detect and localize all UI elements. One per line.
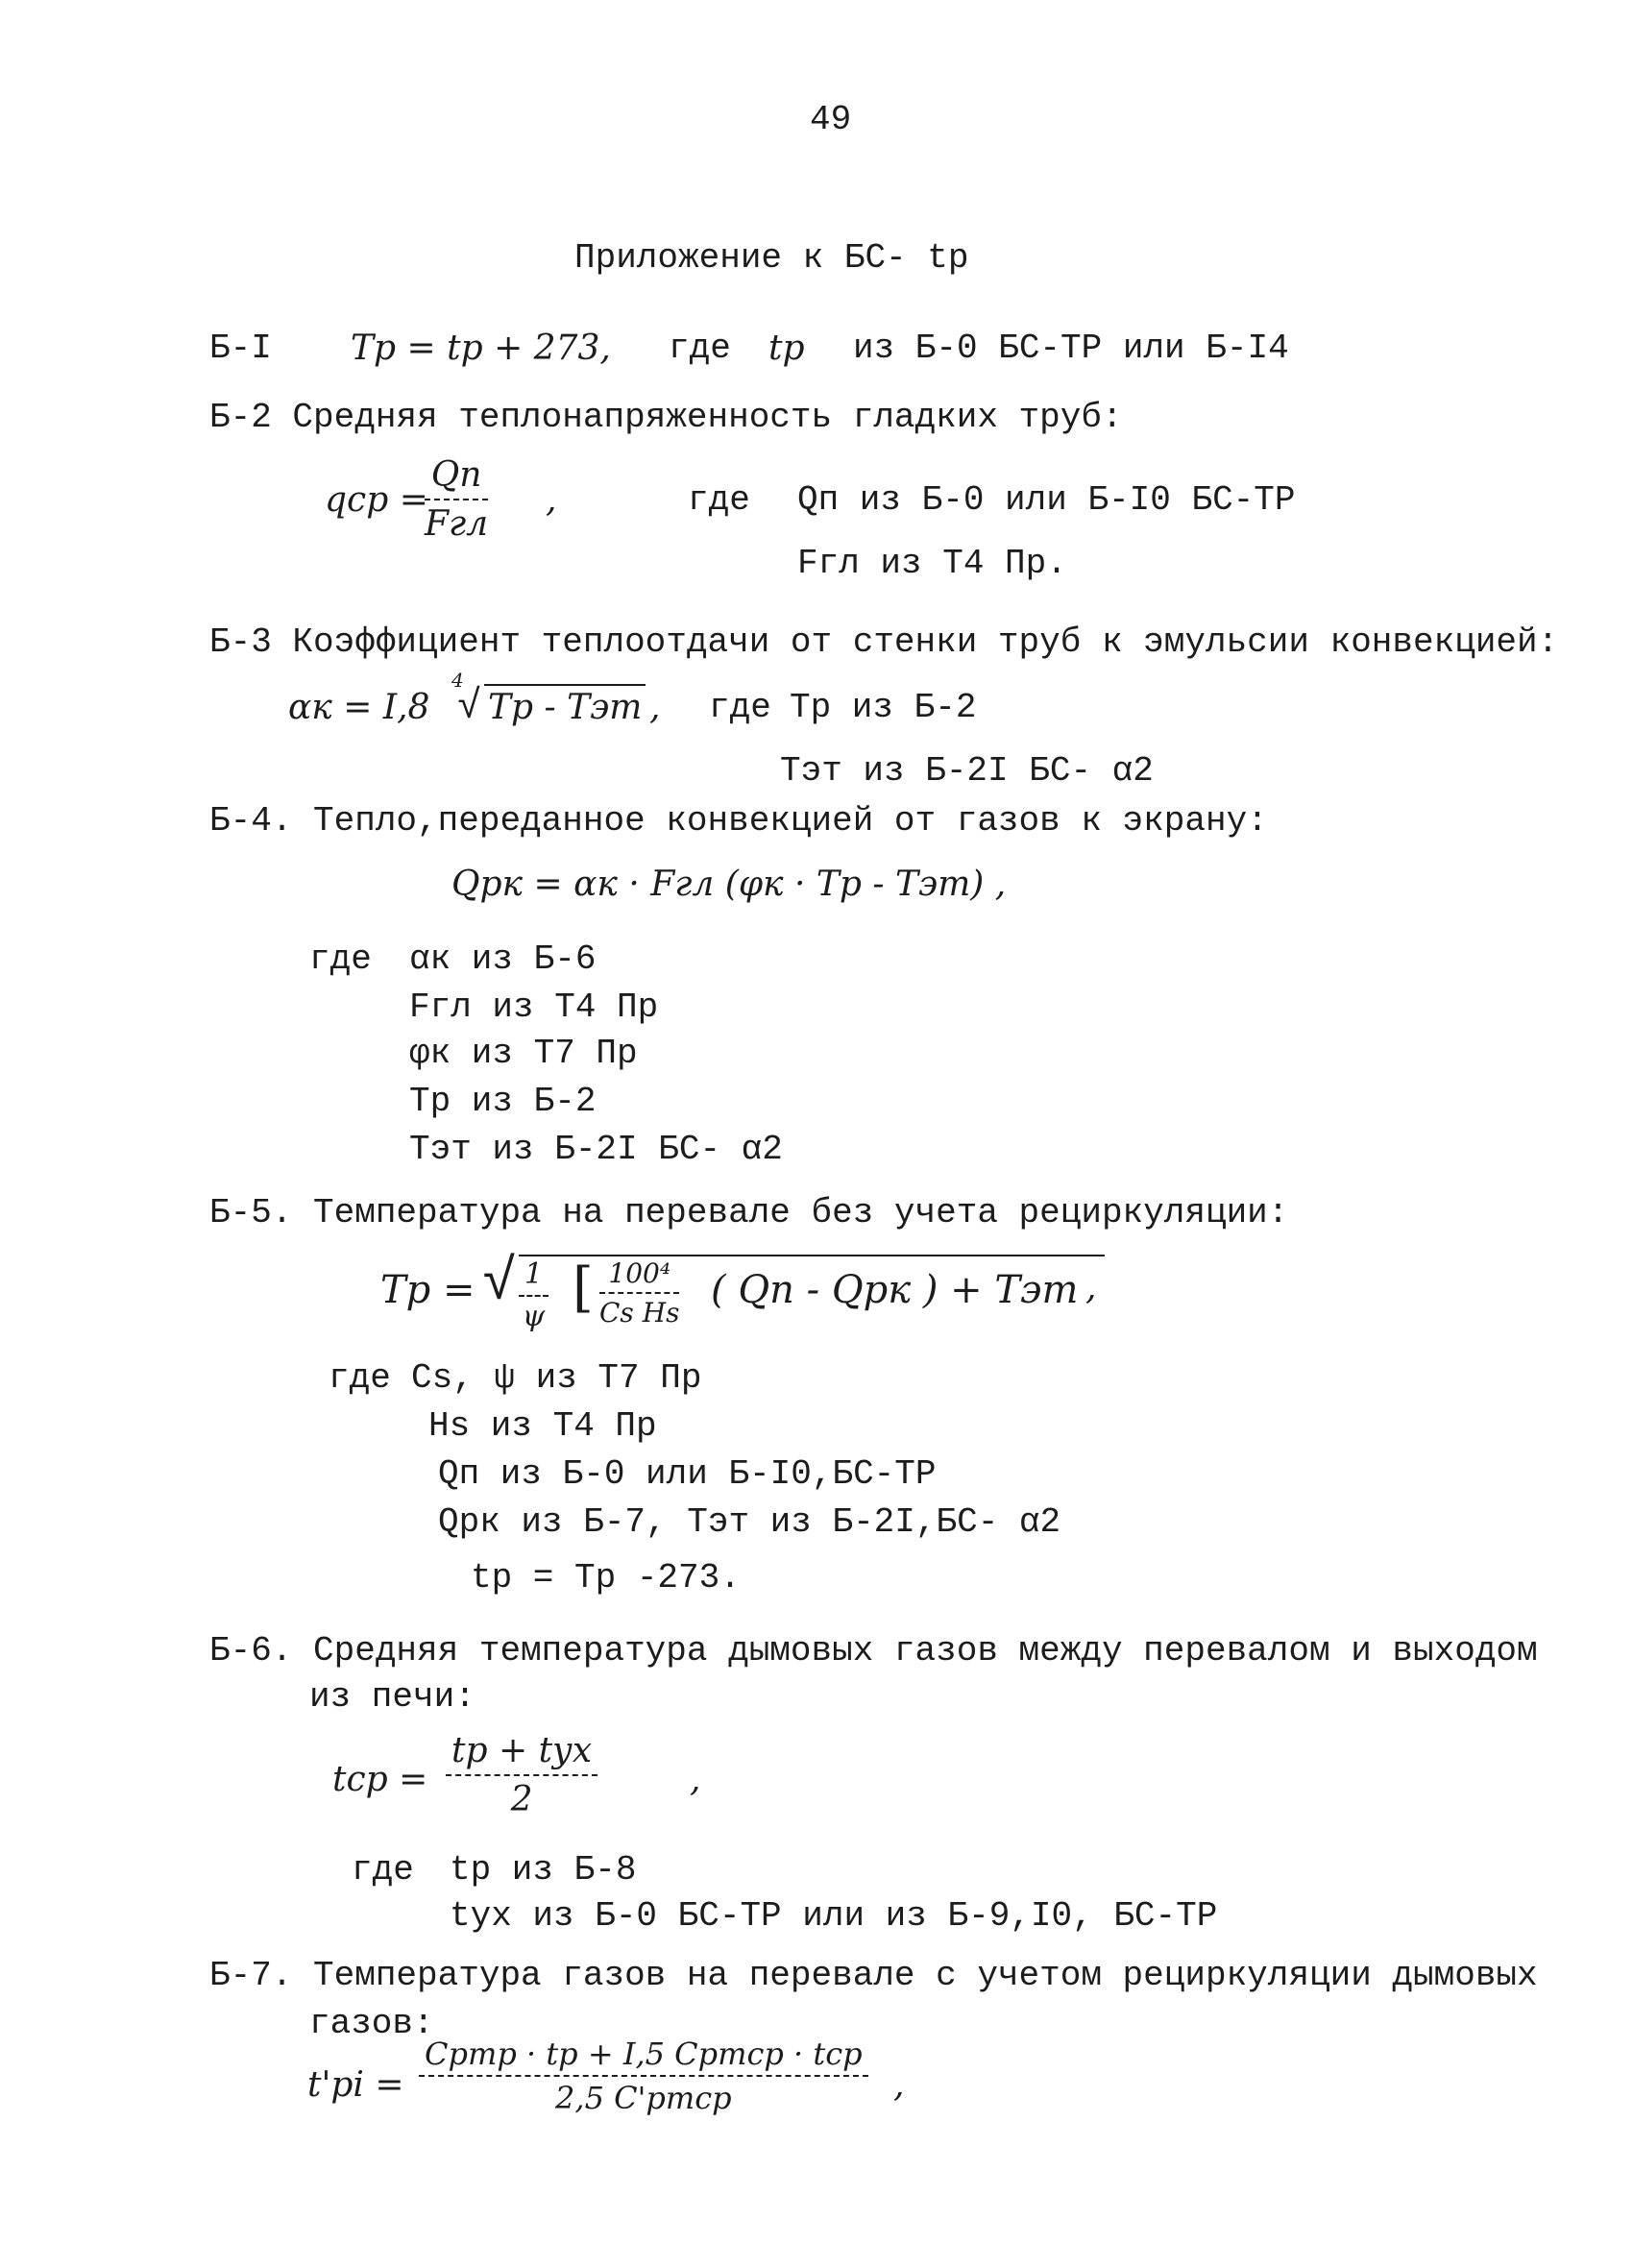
b7-fraction	[419, 2035, 868, 2117]
b5-tail: ,	[1085, 1268, 1097, 1307]
b3-radicand: Тр - Тэт	[484, 684, 646, 729]
b7-lhs: t'рі =	[307, 2065, 404, 2105]
b7-denominator: 2,5 C'рmср	[555, 2080, 732, 2116]
b2-where: где	[688, 480, 750, 520]
b1-where: где	[669, 329, 731, 368]
b6-title-cont: из печи:	[309, 1677, 475, 1717]
b5-where-2: Hs из Т4 Пр	[428, 1406, 657, 1446]
b5-inner: ( Qп - Qрк ) + Тэт	[711, 1268, 1079, 1312]
b5-where: где	[329, 1358, 391, 1398]
radical-sign: √	[482, 1252, 518, 1317]
b7-numerator: Срmр · tр + I,5 Срmср · tср	[419, 2035, 868, 2077]
b3-tail: ,	[649, 688, 661, 727]
b5-f2-numerator: 100⁴	[599, 1256, 679, 1294]
b4-title: Б-4. Тепло,переданное конвекцией от газов к экрану:	[209, 801, 1268, 841]
b2-denominator: Fгл	[425, 504, 489, 544]
page-number: 49	[810, 100, 852, 139]
b2-where-2: Fгл из Т4 Пр.	[797, 544, 1067, 583]
b5-fraction-2	[599, 1256, 679, 1329]
b7-tail: ,	[893, 2065, 905, 2105]
b5-where-3: Qп из Б-0 или Б-I0,БС-ТР	[438, 1454, 937, 1494]
b5-where-4: Qрк из Б-7, Тэт из Б-2I,БС- α2	[438, 1502, 1061, 1542]
b3-title: Б-3 Коэффициент теплоотдачи от стенки труб к эмульсии конвекцией:	[209, 622, 1559, 662]
b5-lhs: Тр =	[380, 1268, 475, 1312]
b4-formula: Qрк = αк · Fгл (φк · Тр - Тэт) ,	[451, 865, 1007, 904]
b6-where-1: tр из Б-8	[450, 1850, 637, 1890]
b2-lhs: qср =	[325, 480, 428, 520]
b5-f1-denominator: ψ	[522, 1299, 546, 1333]
b5-where-1: Cs, ψ из Т7 Пр	[411, 1358, 702, 1398]
b5-fraction-1	[519, 1256, 548, 1334]
b2-numerator: Qп	[425, 453, 488, 500]
b5-title: Б-5. Температура на перевале без учета рециркуляции:	[209, 1193, 1289, 1232]
b2-fraction	[425, 453, 488, 546]
b7-title: Б-7. Температура газов на перевале с учетом рециркуляции дымовых	[209, 1956, 1538, 1995]
b2-tail: ,	[546, 480, 557, 520]
b6-title: Б-6. Средняя температура дымовых газов между перевалом и выходом	[209, 1631, 1538, 1671]
b4-where-4: Тр из Б-2	[409, 1082, 597, 1121]
b7-title-cont: газов:	[309, 2004, 434, 2043]
b4-where-2: Fгл из Т4 Пр	[409, 988, 659, 1027]
b4-where-3: φк из Т7 Пр	[409, 1034, 638, 1073]
b2-title: Б-2 Средняя теплонапряженность гладких труб:	[209, 398, 1123, 437]
b6-numerator: tр + tух	[446, 1729, 597, 1776]
b6-fraction	[446, 1729, 597, 1821]
b4-where: где	[309, 939, 372, 979]
b1-label: Б-I	[209, 329, 272, 368]
b1-var: tр	[768, 329, 805, 368]
b6-lhs: tср =	[332, 1760, 428, 1799]
b4-where-5: Тэт из Б-2I БС- α2	[409, 1130, 783, 1169]
b3-root-index: 4	[451, 669, 464, 692]
b6-tail: ,	[690, 1760, 701, 1799]
b1-formula: Тр = tр + 273,	[351, 329, 611, 368]
b5-f2-denominator: Cs Hs	[599, 1297, 680, 1329]
b6-where-2: tух из Б-0 БС-ТР или из Б-9,I0, БС-ТР	[450, 1896, 1218, 1936]
b5-f1-numerator: 1	[519, 1256, 548, 1297]
b3-lhs: αк = I,8	[288, 688, 430, 727]
b2-where-1: Qп из Б-0 или Б-I0 БС-ТР	[797, 480, 1296, 520]
b3-where: где	[709, 688, 771, 727]
open-bracket: [	[573, 1256, 594, 1319]
b6-denominator: 2	[510, 1780, 533, 1819]
radical-sign: √	[457, 684, 482, 730]
b1-source: из Б-0 БС-ТР или Б-I4	[853, 329, 1289, 368]
b4-where-1: αк из Б-6	[409, 939, 597, 979]
b5-where-5: tр = Тр -273.	[471, 1558, 741, 1597]
b6-where: где	[352, 1850, 414, 1890]
b3-where-1: Тр из Б-2	[790, 688, 977, 727]
appendix-heading: Приложение к БС- tр	[574, 238, 969, 278]
b3-where-2: Тэт из Б-2I БС- α2	[780, 751, 1154, 791]
